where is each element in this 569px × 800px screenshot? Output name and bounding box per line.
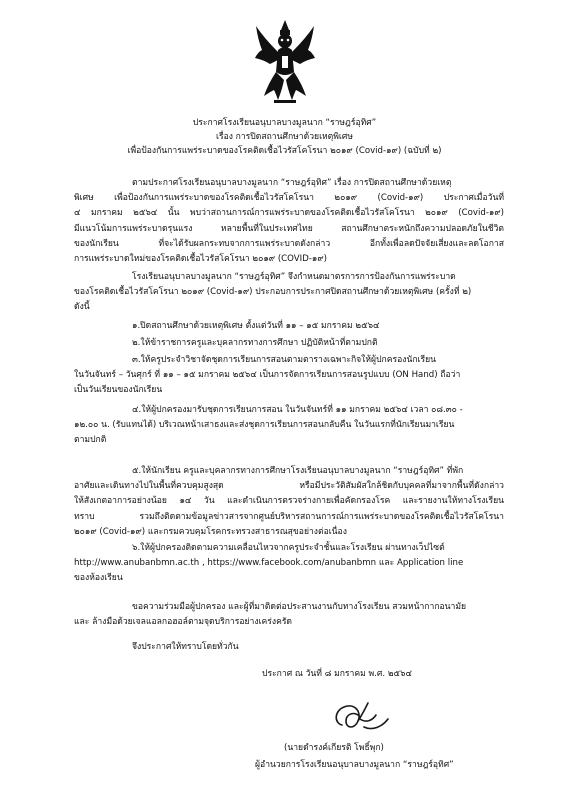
- measure-item-1: [74, 319, 504, 334]
- body-line: ให้สังเกตอาการอย่างน้อย ๑๔ วัน และดำเนินการตรวจร่างกายเพื่อคัดกรองโรค และรายงานให้ทางโรงเรียน: [74, 496, 504, 507]
- body-line: ของโรคติดเชื้อไวรัสโคโรนา ๒๐๑๙ (Covid-๑๙) ประกอบการประกาศปิดสถานศึกษาด้วยเหตุพิเศษ (ครั้งที่ ๒): [74, 287, 472, 298]
- body-line: โรงเรียนอนุบาลบางมูลนาก “ราษฎร์อุทิศ” จึงกำหนดมาตรการการป้องกันการแพร่ระบาด: [132, 272, 456, 282]
- body-line: ๑.ปิดสถานศึกษาด้วยเหตุพิเศษ ตั้งแต่วันที่ ๑๑ – ๑๕ มกราคม ๒๕๖๔: [132, 321, 380, 331]
- heading-purpose: เพื่อป้องกันการแพร่ระบาดของโรคติดเชื้อไวรัสโคโรนา ๒๐๑๙ (Covid-๑๙) (ฉบับที่ ๒): [127, 146, 442, 156]
- body-line: พิเศษ เพื่อป้องกันการแพร่ระบาดของโรคติดเชื้อไวรัสโคโรนา ๒๐๑๙ (Covid-๑๙) ประกาศเมื่อวันที่: [74, 193, 504, 204]
- intro-paragraph: [74, 176, 504, 267]
- announcement-heading: [0, 116, 569, 158]
- signer-position: ผู้อำนวยการโรงเรียนอนุบาลบางมูลนาก “ราษฎร์อุทิศ”: [255, 760, 454, 770]
- cooperation-paragraph: [74, 600, 504, 630]
- body-line: อาศัยและเดินทางไปในพื้นที่ควบคุมสูงสุด หรือมีประวัติสัมผัสใกล้ชิดกับบุคคลที่มาจากพื้นที่ดังกล่าว: [74, 481, 504, 492]
- body-line: ของนักเรียน ที่จะได้รับผลกระทบจากการแพร่ระบาดดังกล่าว อีกทั้งเพื่อลดปัจจัยเสี่ยงและลดโอกาส: [74, 238, 504, 249]
- body-line: ๒๐๑๙ (Covid-๑๙) และกรมควบคุมโรคกระทรวงสาธารณสุขอย่างต่อเนื่อง: [74, 526, 347, 537]
- body-line: ๓.ให้ครูประจำวิชาจัดชุดการเรียนการสอนตามตารางเฉพาะกิจให้ผู้ปกครองนักเรียน: [132, 355, 436, 365]
- body-line: ๕.ให้นักเรียน ครูและบุคลากรทางการศึกษาโรงเรียนอนุบาลบางมูลนาก “ราษฎร์อุทิศ” ที่พัก: [132, 466, 464, 476]
- body-line: ๔ มกราคม ๒๕๖๔ นั้น พบว่าสถานการณ์การแพร่ระบาดของโรคติดเชื้อไวรัสโคโรนา ๒๐๑๙ (Covid-๑๙): [74, 208, 504, 219]
- measure-item-5: [74, 464, 504, 540]
- body-line: ๔.ให้ผู้ปกครองมารับชุดการเรียนการสอน ในวันจันทร์ที่ ๑๑ มกราคม ๒๕๖๔ เวลา ๐๘.๓๐ -: [132, 405, 463, 415]
- announce-date: ประกาศ ณ วันที่ ๘ มกราคม พ.ศ. ๒๕๖๔: [262, 669, 412, 679]
- garuda-emblem: [254, 20, 316, 106]
- body-line: ของห้องเรียน: [74, 573, 123, 584]
- handwritten-signature: [328, 697, 390, 737]
- body-line: และ ล้างมือด้วยเจลแอลกอฮอล์ตามจุดบริการอย่างเคร่งครัด: [74, 617, 293, 628]
- signer-name: (นายดำรงค์เกียรติ โพธิ์พุก): [284, 743, 384, 753]
- body-line: ตามปกติ: [74, 435, 107, 446]
- heading-line: ประกาศโรงเรียนอนุบาลบางมูลนาก “ราษฎร์อุทิศ”: [192, 118, 377, 128]
- body-line: ขอความร่วมมือผู้ปกครอง และผู้ที่มาติดต่อประสานงานกับทางโรงเรียน สวมหน้ากากอนามัย: [132, 602, 467, 612]
- body-line: ตามประกาศโรงเรียนอนุบาลบางมูลนาก “ราษฎร์อุทิศ” เรื่อง การปิดสถานศึกษาด้วยเหตุ: [132, 178, 452, 188]
- body-line: ดังนี้: [74, 302, 90, 313]
- measure-item-2: [74, 336, 504, 351]
- body-line: การแพร่ระบาดใหม่ของโรคติดเชื้อไวรัสโคโรนา ๒๐๑๙ (COVID-๑๙): [74, 254, 328, 265]
- body-line: มีแนวโน้มการแพร่ระบาดรุนแรง หลายพื้นที่ในประเทศไทย สถานศึกษาตระหนักถึงความปลอดภัยในชีวิต: [74, 223, 504, 234]
- body-line: ๒.ให้ข้าราชการครูและบุคลากรทางการศึกษา ปฏิบัติหน้าที่ตามปกติ: [132, 338, 378, 348]
- closing-text: จึงประกาศให้ทราบโดยทั่วกัน: [132, 642, 239, 652]
- closing-line: [74, 640, 504, 655]
- body-line: ทราบ รวมถึงติดตามข้อมูลข่าวสารจากศูนย์บริหารสถานการณ์การแพร่ระบาดของโรคติดเชื้อไวรัสโคโรนา: [74, 511, 504, 522]
- measure-item-3: [74, 353, 504, 399]
- body-line: ในวันจันทร์ – วันศุกร์ ที่ ๑๑ – ๑๕ มกราคม ๒๕๖๔ เป็นการจัดการเรียนการสอนรูปแบบ (ON Hand) ถือว่า: [74, 370, 461, 381]
- measures-paragraph: [74, 270, 504, 316]
- body-line: เป็นวันเรียนของนักเรียน: [74, 385, 163, 396]
- heading-subject: เรื่อง การปิดสถานศึกษาด้วยเหตุพิเศษ: [216, 132, 353, 142]
- measure-item-4: [74, 403, 504, 449]
- body-line: ๖.ให้ผู้ปกครองติดตามความเคลื่อนไหวจากครูประจำชั้นและโรงเรียน ผ่านทางเว็ปไซต์: [132, 543, 445, 553]
- website-links: http://www.anubanbmn.ac.th , https://www.facebook.com/anubanbmn และ Application line: [74, 558, 464, 569]
- measure-item-6: [74, 541, 504, 587]
- body-line: ๑๒.๐๐ น. (รับแทนได้) บริเวณหน้าเสาธงและส่งชุดการเรียนการสอนกลับคืน ในวันแรกที่นักเรียนมาเรียน: [74, 420, 455, 431]
